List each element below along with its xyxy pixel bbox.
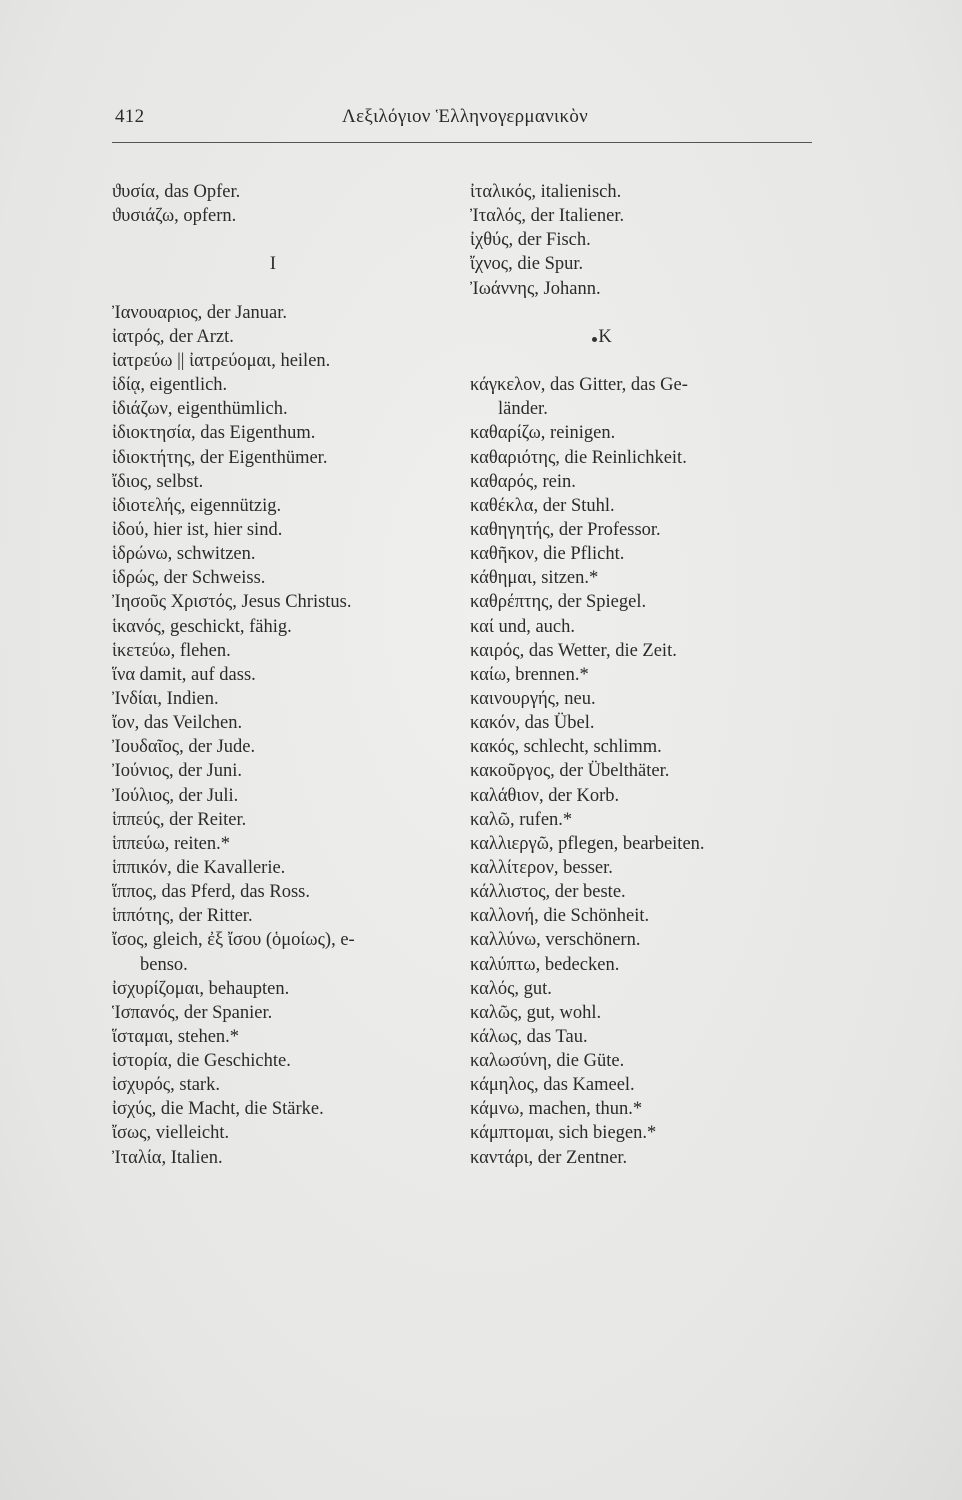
- spacer: [112, 228, 442, 252]
- dictionary-entry: κακόν, das Übel.: [470, 713, 595, 734]
- dictionary-entry: καιρός, das Wetter, die Zeit.: [470, 640, 677, 661]
- dictionary-entry: καθαρίζω, reinigen.: [470, 423, 616, 444]
- dictionary-entry: Ἰωάννης, Johann.: [470, 278, 601, 299]
- dictionary-entry: καλάθιον, der Korb.: [470, 785, 620, 806]
- dictionary-entry: κάγκελον, das Gitter, das Ge-: [470, 375, 688, 396]
- dictionary-entry: ἰατρός, der Arzt.: [112, 326, 234, 347]
- spacer: [470, 349, 830, 373]
- spacer: [112, 277, 442, 301]
- dictionary-entry: ἰχθύς, der Fisch.: [470, 230, 591, 251]
- dictionary-entry: καθηγητής, der Professor.: [470, 519, 661, 540]
- dictionary-entry: ἰταλικός, italienisch.: [470, 182, 622, 202]
- dictionary-entry: καινουργής, neu.: [470, 688, 596, 709]
- dictionary-entry: ἱδρώς, der Schweiss.: [112, 568, 266, 589]
- dictionary-entry: ἰσχυρίζομαι, behaupten.: [112, 978, 290, 999]
- dictionary-entry: καθρέπτης, der Spiegel.: [470, 592, 647, 613]
- dictionary-entry: κάλλιστος, der beste.: [470, 882, 626, 903]
- dictionary-entry: ϑυσία, das Opfer.: [112, 182, 241, 202]
- right-column: [470, 180, 830, 1170]
- dictionary-entry: καί und, auch.: [470, 616, 576, 637]
- dictionary-entry: Ἰταλία, Italien.: [112, 1147, 223, 1168]
- dictionary-entry: ἱκετεύω, flehen.: [112, 640, 231, 661]
- dictionary-entry: Ἰούνιος, der Juni.: [112, 761, 242, 782]
- dictionary-entry: Ἰουδαῖος, der Jude.: [112, 737, 256, 758]
- dictionary-entry: ἱδρώνω, schwitzen.: [112, 544, 256, 565]
- section-letter-k: K: [598, 326, 612, 347]
- dictionary-entry: ἵσταμαι, stehen.*: [112, 1026, 240, 1047]
- dictionary-entry: κακοῦργος, der Übelthäter.: [470, 761, 670, 782]
- dictionary-entry: Ἱσπανός, der Spanier.: [112, 1002, 273, 1023]
- dictionary-entry: καθῆκον, die Pflicht.: [470, 544, 625, 565]
- dictionary-entry: καθαριότης, die Reinlichkeit.: [470, 447, 687, 468]
- dictionary-entry: ἰδίᾳ, eigentlich.: [112, 375, 228, 396]
- dictionary-entry: ἰδιοκτήτης, der Eigenthümer.: [112, 447, 328, 468]
- dictionary-entry: Ἰταλός, der Italiener.: [470, 206, 625, 227]
- dictionary-entry: κάλως, das Tau.: [470, 1026, 588, 1047]
- running-title: Λεξιλόγιον Ἑλληνογερμανικὸν: [342, 106, 589, 127]
- dictionary-entry: καθέκλα, der Stuhl.: [470, 495, 615, 516]
- dictionary-entry: καλλονή, die Schönheit.: [470, 906, 650, 927]
- dictionary-entry: ἵππος, das Pferd, das Ross.: [112, 882, 310, 903]
- dictionary-entry: καλωσύνη, die Güte.: [470, 1051, 625, 1072]
- dictionary-entry: καλῶς, gut, wohl.: [470, 1002, 602, 1023]
- left-column: [112, 180, 442, 1170]
- dictionary-entry: ἰδιοκτησία, das Eigenthum.: [112, 423, 316, 444]
- dictionary-entry: κάμηλος, das Kameel.: [470, 1075, 635, 1096]
- dictionary-entry: ἱππεύς, der Reiter.: [112, 809, 247, 830]
- dictionary-entry: κακός, schlecht, schlimm.: [470, 737, 662, 758]
- dictionary-entry: ἰδιάζων, eigenthümlich.: [112, 399, 288, 420]
- dictionary-entry: ἰδιοτελής, eigennützig.: [112, 495, 282, 516]
- dictionary-entry: Ἰούλιος, der Juli.: [112, 785, 239, 806]
- dictionary-entry: καλλιεργῶ, pflegen, bearbeiten.: [470, 833, 705, 854]
- dictionary-entry: καλύπτω, bedecken.: [470, 954, 620, 975]
- dictionary-entry: ἴσος, gleich, ἐξ ἴσου (ὁμοίως), e-: [112, 930, 355, 951]
- dictionary-entry: καντάρι, der Zentner.: [470, 1147, 628, 1168]
- page-number: 412: [115, 106, 145, 127]
- dictionary-entry: ἱκανός, geschickt, fähig.: [112, 616, 292, 637]
- print-dot: [592, 337, 597, 342]
- dictionary-entry: καίω, brennen.*: [470, 664, 589, 685]
- dictionary-entry: καλῶ, rufen.*: [470, 809, 573, 830]
- dictionary-entry: ἴχνος, die Spur.: [470, 254, 584, 275]
- dictionary-entry: ἱππικόν, die Kavallerie.: [112, 857, 286, 878]
- entry-continuation: benso.: [140, 954, 188, 975]
- dictionary-entry: κάμνω, machen, thun.*: [470, 1099, 643, 1120]
- dictionary-entry: καλλίτερον, besser.: [470, 857, 613, 878]
- dictionary-entry: καλός, gut.: [470, 978, 552, 999]
- dictionary-entry: Ἰνδίαι, Indien.: [112, 688, 219, 709]
- dictionary-entry: ἵνα damit, auf dass.: [112, 664, 256, 685]
- dictionary-entry: κάμπτομαι, sich biegen.*: [470, 1123, 657, 1144]
- dictionary-entry: ἴδιος, selbst.: [112, 471, 204, 492]
- spacer: [470, 301, 830, 325]
- dictionary-entry: κάθημαι, sitzen.*: [470, 568, 599, 589]
- dictionary-entry: ἰσχυρός, stark.: [112, 1075, 220, 1096]
- dictionary-entry: ἴσως, vielleicht.: [112, 1123, 230, 1144]
- dictionary-entry: ἰατρεύω || ἰατρεύομαι, heilen.: [112, 350, 331, 371]
- dictionary-entry: ἱστορία, die Geschichte.: [112, 1051, 291, 1072]
- entry-continuation: länder.: [498, 399, 548, 420]
- dictionary-entry: καλλύνω, verschönern.: [470, 930, 641, 951]
- dictionary-entry: ἰδού, hier ist, hier sind.: [112, 519, 283, 540]
- dictionary-entry: ἰσχύς, die Macht, die Stärke.: [112, 1099, 324, 1120]
- dictionary-entry: Ἰανουαριος, der Januar.: [112, 302, 288, 323]
- section-letter-i: I: [269, 254, 277, 275]
- dictionary-entry: καθαρός, rein.: [470, 471, 576, 492]
- page-header: [112, 106, 812, 136]
- header-rule: [112, 142, 812, 143]
- dictionary-entry: Ἰησοῦς Χριστός, Jesus Christus.: [112, 592, 352, 613]
- dictionary-entry: ἱππεύω, reiten.*: [112, 833, 231, 854]
- dictionary-entry: ϑυσιάζω, opfern.: [112, 206, 237, 227]
- dictionary-entry: ἴον, das Veilchen.: [112, 713, 243, 734]
- dictionary-entry: ἱππότης, der Ritter.: [112, 906, 253, 927]
